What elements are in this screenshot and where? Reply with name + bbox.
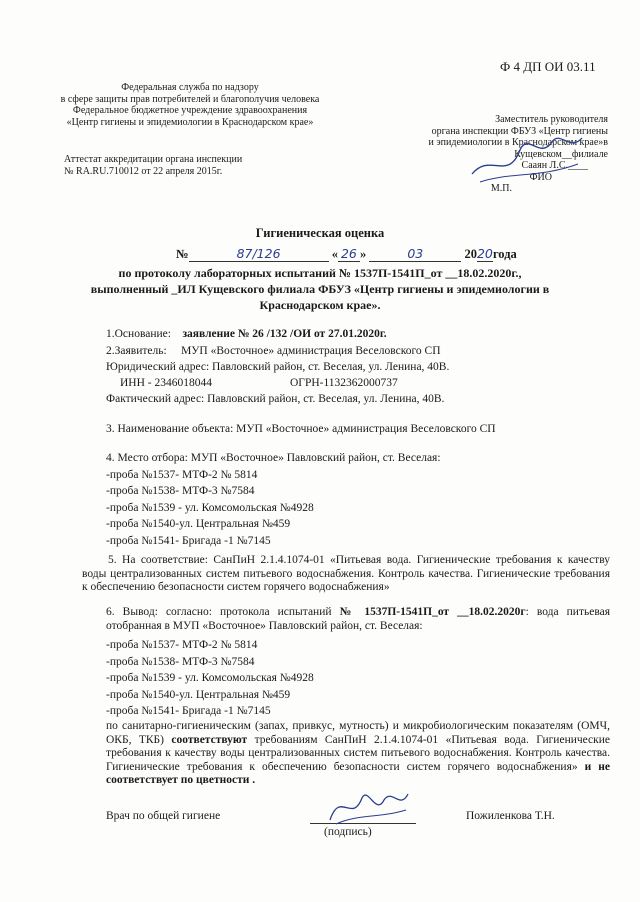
inn: ИНН - 2346018044 — [120, 377, 212, 389]
doctor-signature — [322, 780, 412, 830]
approval-line: органа инспекции ФБУЗ «Центр гигиены — [431, 125, 608, 137]
org-line: «Центр гигиены и эпидемиологии в Краснодарском крае» — [66, 116, 314, 128]
approval-line: ФИО — [529, 171, 552, 183]
sample-item: -проба №1540-ул. Центральная №459 — [106, 688, 291, 701]
accreditation-block — [64, 154, 324, 177]
basis-label: 1.Основание: — [106, 328, 171, 340]
conclusion-body-c: требованиям СанПиН 2.1.4.1074-01 «Питьевая вода. Гигиенические требования к качеству воды централизованных систем питьевого водоснабжения. Контроль качества. Гигиенические требования к обеспечению безопасности систем горячего водоснабжения» — [106, 733, 610, 773]
conclusion-lead-a: 6. Вывод: согласно: протокола испытаний — [106, 606, 340, 618]
org-line: в сфере защиты прав потребителей и благополучия человека — [60, 93, 320, 105]
legal-address: Юридический адрес: Павловский район, ст. Веселая, ул. Ленина, 40В. — [106, 361, 450, 373]
sampling-block — [106, 452, 626, 549]
approval-line: М.П. — [490, 183, 512, 194]
year-suffix: года — [492, 247, 517, 261]
document-title: Гигиеническая оценка — [255, 226, 385, 240]
document-day: 26 — [338, 246, 360, 262]
sampling-header: 4. Место отбора: МУП «Восточное» Павловский район, ст. Веселая: — [106, 452, 441, 464]
conclusion-body — [106, 720, 610, 788]
accreditation-line: Аттестат аккредитации органа инспекции — [64, 154, 243, 165]
approval-line: Кущевском__филиале — [514, 148, 608, 160]
sample-item: -проба №1539 - ул. Комсомольская №4928 — [106, 672, 314, 685]
sample-item: -проба №1540-ул. Центральная №459 — [106, 518, 291, 531]
approval-line: Заместитель руководителя — [495, 114, 608, 125]
approval-line: и эпидемиологии в Краснодарском крае»в — [428, 137, 608, 148]
year-prefix: 20 — [464, 247, 477, 261]
sample-item: -проба №1537- МТФ-2 № 5814 — [106, 468, 258, 481]
conclusion-noncomply: и не соответствует по цветности . — [106, 760, 610, 787]
document-number: 87/126 — [189, 246, 329, 262]
protocol-line: по протоколу лабораторных испытаний № 1537П-1541П_от __18.02.2020г., — [118, 266, 522, 280]
ogrn: ОГРН-1132362000737 — [290, 377, 398, 389]
document-year: 20 — [476, 246, 493, 261]
sample-item: -проба №1541- Бригада -1 №7145 — [106, 534, 271, 547]
number-line: № 87/126 « 26 » 03 2020года — [176, 246, 517, 261]
document-month: 03 — [369, 246, 461, 262]
actual-address: Фактический адрес: Павловский район, ст. Веселая, ул. Ленина, 40В. — [106, 393, 445, 405]
organization-block — [50, 82, 330, 128]
performed-line-2: Краснодарском крае». — [259, 298, 381, 312]
applicant-value: МУП «Восточное» администрация Веселовского СП — [181, 345, 441, 357]
conclusion-samples — [106, 639, 610, 719]
org-line: Федеральная служба по надзору — [121, 82, 259, 93]
signature-name: Пожиленкова Т.Н. — [466, 810, 555, 822]
sample-item: -проба №1538- МТФ-3 №7584 — [106, 485, 255, 498]
org-line: Федеральное бюджетное учреждение здравоохранения — [72, 105, 308, 116]
applicant-line — [106, 345, 626, 359]
conclusion-lead — [106, 606, 610, 633]
object-name: 3. Наименование объекта: МУП «Восточное» администрация Веселовского СП — [106, 423, 496, 435]
sample-item: -проба №1541- Бригада -1 №7145 — [106, 705, 271, 718]
basis-value: заявление № 26 /132 /ОИ от 27.01.2020г. — [182, 328, 387, 340]
conclusion-complies: соответствуют — [171, 733, 248, 746]
sample-item: -проба №1539 - ул. Комсомольская №4928 — [106, 501, 314, 514]
basis-line — [106, 328, 626, 342]
number-prefix: № — [176, 247, 189, 261]
conclusion-lead-c: : вода питьевая отобранная в МУП «Восточное» Павловский район, ст. Веселая: — [106, 606, 610, 632]
performed-line: выполненный _ИЛ Кущевского филиала ФБУЗ «Центр гигиены и эпидемиологии в — [90, 282, 550, 296]
applicant-label: 2.Заявитель: — [106, 345, 167, 357]
compliance-text: 5. На соответствие: СанПиН 2.1.4.1074-01 «Питьевая вода. Гигиенические требования к качеству воды централизованных систем питьевого водоснабжения. Контроль качества. Гигиенические требования к обеспечению безопасности систем горячего водоснабжения» — [82, 554, 610, 594]
signature-role: Врач по общей гигиене — [106, 810, 221, 822]
signature-caption: (подпись) — [324, 826, 372, 838]
form-code: Ф 4 ДП ОИ 03.11 — [500, 59, 596, 74]
accreditation-line: № RA.RU.710012 от 22 апреля 2015г. — [64, 165, 223, 177]
sample-item: -проба №1538- МТФ-3 №7584 — [106, 655, 255, 668]
conclusion-protocol: № 1537П-1541П_от __18.02.2020г — [339, 606, 526, 618]
sample-item: -проба №1537- МТФ-2 № 5814 — [106, 639, 258, 651]
approval-signature — [460, 112, 590, 192]
conclusion-body-a: по санитарно-гигиеническим (запах, привкус, мутность) и микробиологическим показателям (ОМЧ, ОКБ, ТКБ) — [106, 720, 610, 746]
approval-line: Сааян Л.С.____ — [521, 160, 588, 171]
